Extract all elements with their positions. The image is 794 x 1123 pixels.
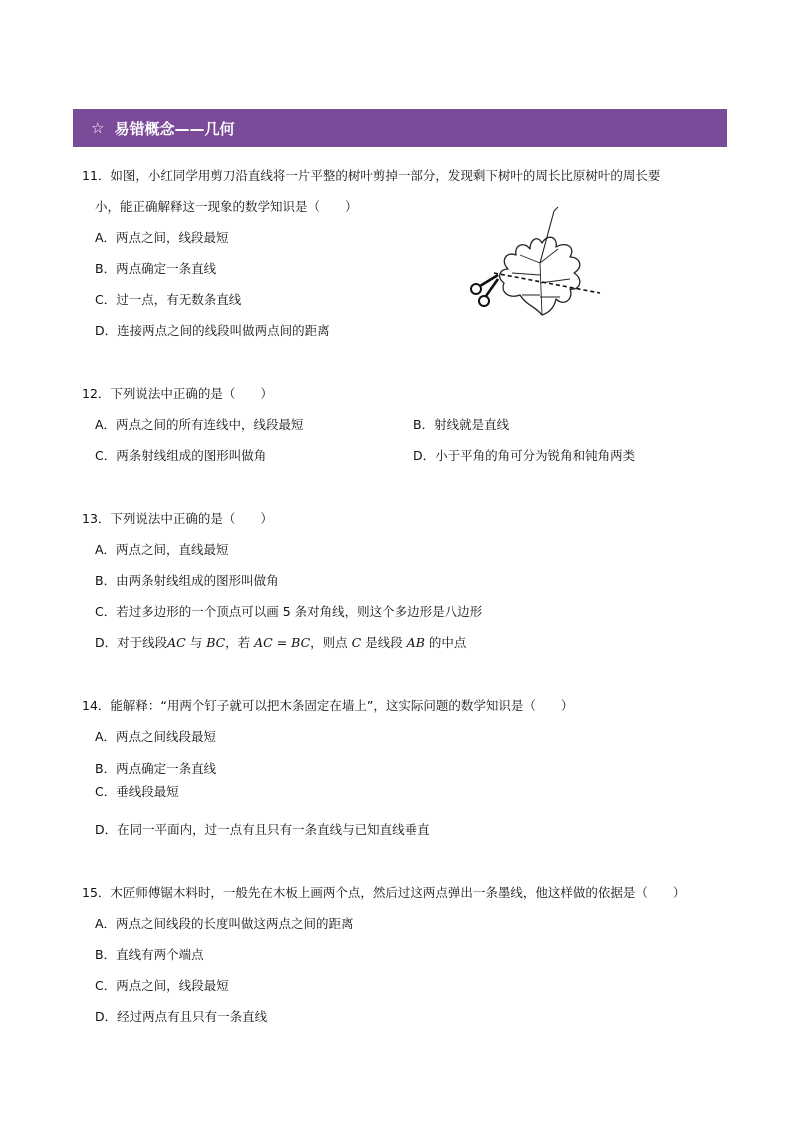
q13-d-equation: AC = BC <box>254 635 311 650</box>
q14-option-c: C．垂线段最短 <box>95 784 179 799</box>
q11-option-c: C．过一点，有无数条直线 <box>95 292 242 307</box>
q13-d-var-c: C <box>351 635 362 650</box>
q15-option-a: A．两点之间线段的长度叫做这两点之间的距离 <box>95 916 354 931</box>
q13-stem: 13．下列说法中正确的是（ ） <box>82 511 273 526</box>
q13-option-c: C．若过多边形的一个顶点可以画 5 条对角线，则这个多边形是八边形 <box>95 604 483 619</box>
star-icon: ☆ <box>91 119 105 137</box>
q11-stem-line2: 小，能正确解释这一现象的数学知识是（ ） <box>95 199 358 214</box>
q12-option-d: D．小于平角的角可分为锐角和钝角两类 <box>413 448 636 463</box>
q11-option-b: B．两点确定一条直线 <box>95 261 217 276</box>
q11-option-d: D．连接两点之间的线段叫做两点间的距离 <box>95 323 330 338</box>
q13-d-var-bc: BC <box>206 635 226 650</box>
q13-d-text: D．对于线段 <box>95 635 168 650</box>
q15-option-b: B．直线有两个端点 <box>95 947 204 962</box>
q14-option-d: D．在同一平面内，过一点有且只有一条直线与已知直线垂直 <box>95 822 430 837</box>
q11-option-a: A．两点之间，线段最短 <box>95 230 229 245</box>
q13-d-text: ，若 <box>225 635 255 650</box>
q14-stem: 14．能解释：“用两个钉子就可以把木条固定在墙上”，这实际问题的数学知识是（ ） <box>82 698 574 713</box>
q14-option-a: A．两点之间线段最短 <box>95 729 217 744</box>
q13-d-text: 与 <box>185 635 207 650</box>
leaf-scissors-figure <box>466 203 604 325</box>
q13-d-text: 是线段 <box>361 635 407 650</box>
q11-stem-line1: 11．如图，小红同学用剪刀沿直线将一片平整的树叶剪掉一部分，发现剩下树叶的周长比原树叶的周长要 <box>82 168 661 183</box>
q12-option-a: A．两点之间的所有连线中，线段最短 <box>95 417 304 432</box>
scissors-icon <box>471 275 498 306</box>
q12-stem: 12．下列说法中正确的是（ ） <box>82 386 273 401</box>
q13-d-var-ac: AC <box>167 635 186 650</box>
q15-stem: 15．木匠师傅锯木料时，一般先在木板上画两个点，然后过这两点弹出一条墨线，他这样做的依据是（ ） <box>82 885 686 900</box>
q12-option-b: B．射线就是直线 <box>413 417 510 432</box>
q15-option-c: C．两点之间，线段最短 <box>95 978 229 993</box>
q12-option-c: C．两条射线组成的图形叫做角 <box>95 448 267 463</box>
q13-d-var-ab: AB <box>406 635 425 650</box>
section-banner <box>73 109 727 147</box>
q13-option-d <box>95 635 466 651</box>
section-title: 易错概念——几何 <box>114 119 235 138</box>
leaf-icon <box>500 207 580 315</box>
q13-d-text: ，则点 <box>310 635 352 650</box>
q13-d-text: 的中点 <box>424 635 467 650</box>
q13-option-b: B．由两条射线组成的图形叫做角 <box>95 573 279 588</box>
q15-option-d: D．经过两点有且只有一条直线 <box>95 1009 268 1024</box>
q13-option-a: A．两点之间，直线最短 <box>95 542 229 557</box>
q14-option-b: B．两点确定一条直线 <box>95 761 217 776</box>
